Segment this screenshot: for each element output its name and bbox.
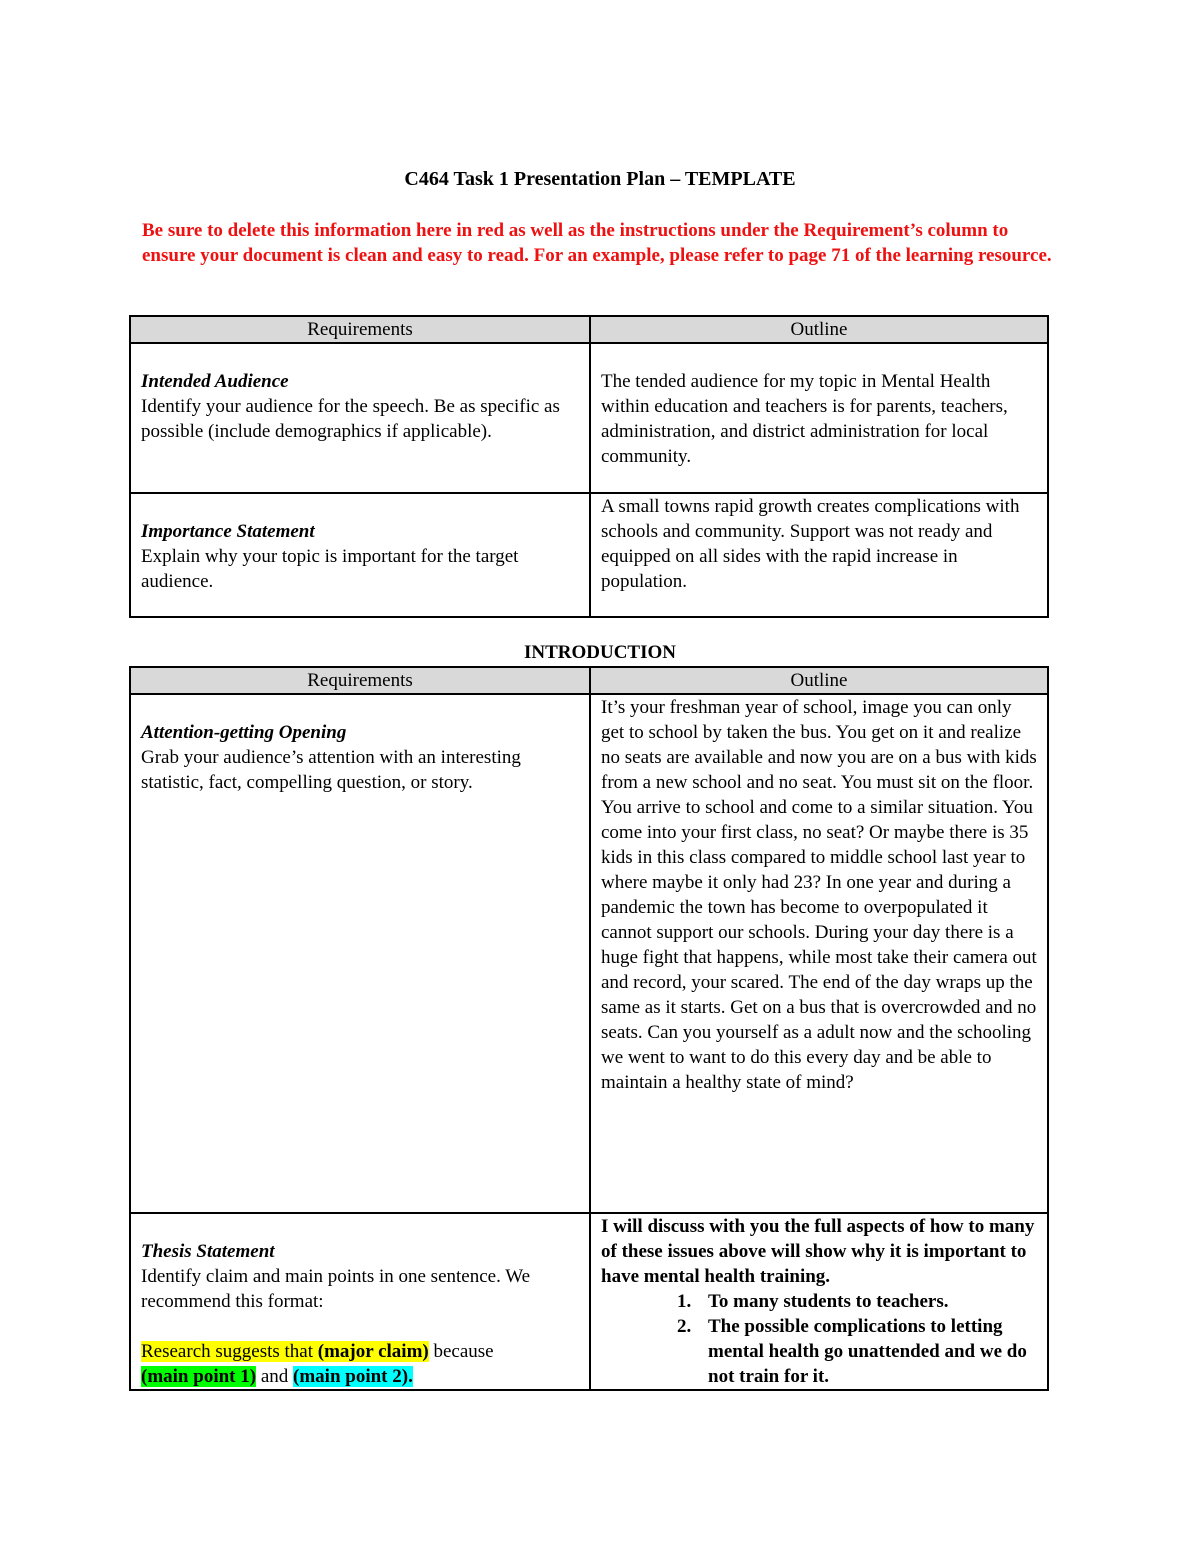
outline-cell [590,694,1048,1213]
audience-table [129,315,1049,618]
outline-cell [590,343,1048,493]
thesis-outline-intro: I will discuss with you the full aspects of how to many of these issues above will show why it is important to have mental health training. [601,1216,1035,1287]
list-item: 1. To many students to teachers. [696,1289,1037,1314]
highlight-research-suggests: Research suggests that [141,1341,314,1362]
header-outline: Outline [590,316,1048,343]
format-and: and [256,1366,294,1387]
outline-text: The tended audience for my topic in Mental Health within education and teachers is for parents, teachers, administration, and district administration for local community. [601,371,1008,467]
table-row [130,493,1048,617]
requirement-instruction: Identify your audience for the speech. Be as specific as possible (include demographics if applicable). [141,396,560,442]
format-because: because [428,1341,494,1362]
table-header-row [130,316,1048,343]
requirement-cell [130,1213,590,1390]
table-row [130,1213,1048,1390]
requirement-label: Importance Statement [141,521,315,542]
introduction-table [129,666,1049,1391]
requirement-cell [130,493,590,617]
requirement-label: Attention-getting Opening [141,722,347,743]
table-row [130,694,1048,1213]
requirement-label: Intended Audience [141,371,289,392]
document-title: C464 Task 1 Presentation Plan – TEMPLATE [404,168,796,190]
header-outline: Outline [590,667,1048,694]
requirement-cell [130,343,590,493]
section-title-introduction: INTRODUCTION [523,642,677,663]
requirement-instruction: Explain why your topic is important for the target audience. [141,546,519,592]
red-instruction-notice: Be sure to delete this information here in red as well as the instructions under the Requirement’s column to ensure your document is clean and easy to read. For an example, please refer to page 71 of the learning resource. [142,220,1052,266]
table-header-row [130,667,1048,694]
outline-text: A small towns rapid growth creates complications with schools and community. Support was not ready and equipped on all sides with the rapid increase in population. [601,496,1020,592]
outline-text: It’s your freshman year of school, image you can only get to school by taken the bus. You get on it and realize no seats are available and now you are on a bus with kids from a new school and no seat. You must sit on the floor. You arrive to school and come to a similar situation. You come into your first class, no seat? Or maybe there is 35 kids in this class compared to middle school last year to where maybe it only had 23? In one year and during a pandemic the town has become to overpopulated it cannot support our schools. During your day there is a huge fight that happens, while most take their camera out and record, your scared. The end of the day wraps up the same as it starts. Get on a bus that is overcrowded and no seats. Can you yourself as a adult now and the schooling we went to want to do this every day and be able to maintain a healthy state of mind? [601,697,1037,1093]
thesis-points-list [601,1289,1037,1389]
highlight-major-claim: (major claim) [317,1341,429,1362]
requirement-instruction: Grab your audience’s attention with an interesting statistic, fact, compelling question, or story. [141,747,521,793]
header-requirements: Requirements [130,316,590,343]
header-requirements: Requirements [130,667,590,694]
requirement-label: Thesis Statement [141,1241,275,1262]
highlight-main-point-1: (main point 1) [141,1366,257,1387]
requirement-cell [130,694,590,1213]
highlight-main-point-2: (main point 2). [293,1366,413,1387]
thesis-format-example [141,1341,494,1387]
outline-cell [590,1213,1048,1390]
outline-cell [590,493,1048,617]
requirement-instruction: Identify claim and main points in one sentence. We recommend this format: [141,1266,531,1312]
list-item: 2. The possible complications to letting mental health go unattended and we do not train for it. [696,1314,1037,1389]
table-row [130,343,1048,493]
